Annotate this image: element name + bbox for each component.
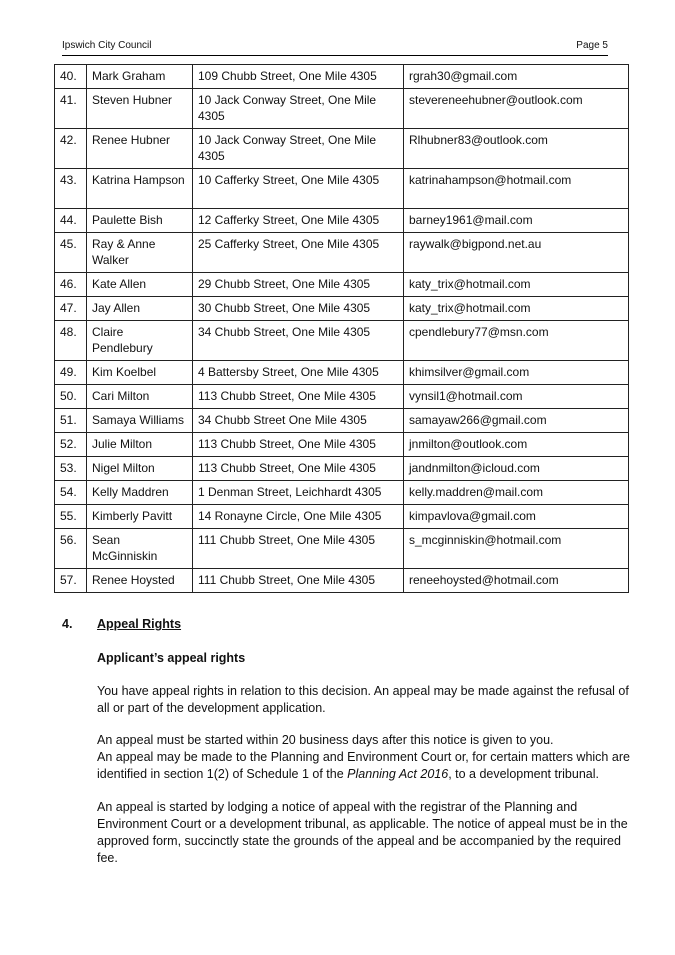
submitter-name: Paulette Bish <box>87 209 193 233</box>
submitter-email: samayaw266@gmail.com <box>404 409 629 433</box>
submitter-name: Kelly Maddren <box>87 481 193 505</box>
table-row <box>55 529 629 569</box>
submitter-address: 113 Chubb Street, One Mile 4305 <box>193 457 404 481</box>
table-row <box>55 65 629 89</box>
row-number: 52. <box>55 433 87 457</box>
table-row <box>55 89 629 129</box>
submitter-email: stevereneehubner@outlook.com <box>404 89 629 129</box>
row-number: 43. <box>55 169 87 209</box>
row-number: 42. <box>55 129 87 169</box>
submitter-name: Cari Milton <box>87 385 193 409</box>
section-title: Appeal Rights <box>97 617 182 631</box>
submitter-email: raywalk@bigpond.net.au <box>404 233 629 273</box>
submitter-email: katy_trix@hotmail.com <box>404 297 629 321</box>
section-subtitle: Applicant’s appeal rights <box>97 651 246 665</box>
submitter-name: Katrina Hampson <box>87 169 193 209</box>
council-name: Ipswich City Council <box>62 40 152 51</box>
page-number: Page 5 <box>576 40 608 51</box>
submitter-email: kimpavlova@gmail.com <box>404 505 629 529</box>
table-row <box>55 321 629 361</box>
row-number: 53. <box>55 457 87 481</box>
submitter-name: Kimberly Pavitt <box>87 505 193 529</box>
paragraph-appeal-rights: You have appeal rights in relation to this decision. An appeal may be made against the refusal of all or part of the development application. <box>97 684 629 715</box>
row-number: 47. <box>55 297 87 321</box>
submitter-address: 111 Chubb Street, One Mile 4305 <box>193 569 404 593</box>
text-run: , to a development tribunal. <box>448 767 599 781</box>
submitter-address: 109 Chubb Street, One Mile 4305 <box>193 65 404 89</box>
row-number: 50. <box>55 385 87 409</box>
submitter-email: cpendlebury77@msn.com <box>404 321 629 361</box>
row-number: 45. <box>55 233 87 273</box>
submitter-address: 4 Battersby Street, One Mile 4305 <box>193 361 404 385</box>
act-name: Planning Act 2016 <box>347 767 449 781</box>
row-number: 49. <box>55 361 87 385</box>
table-row <box>55 361 629 385</box>
row-number: 54. <box>55 481 87 505</box>
submitter-address: 30 Chubb Street, One Mile 4305 <box>193 297 404 321</box>
table-row <box>55 273 629 297</box>
submitter-name: Renee Hubner <box>87 129 193 169</box>
submitter-email: barney1961@mail.com <box>404 209 629 233</box>
table-row <box>55 129 629 169</box>
submitter-address: 113 Chubb Street, One Mile 4305 <box>193 433 404 457</box>
table-row <box>55 481 629 505</box>
submitter-email: jnmilton@outlook.com <box>404 433 629 457</box>
row-number: 44. <box>55 209 87 233</box>
submitter-email: katy_trix@hotmail.com <box>404 273 629 297</box>
submitter-address: 111 Chubb Street, One Mile 4305 <box>193 529 404 569</box>
table-row <box>55 385 629 409</box>
table-row <box>55 169 629 209</box>
section-heading <box>62 616 637 633</box>
row-number: 55. <box>55 505 87 529</box>
paragraph-appeal-timing <box>97 732 637 783</box>
submitters-table <box>54 64 629 593</box>
page-header <box>62 40 608 56</box>
table-row <box>55 209 629 233</box>
submitter-address: 34 Chubb Street One Mile 4305 <box>193 409 404 433</box>
submitter-name: Sean McGinniskin <box>87 529 193 569</box>
submitter-address: 12 Cafferky Street, One Mile 4305 <box>193 209 404 233</box>
submitter-email: s_mcginniskin@hotmail.com <box>404 529 629 569</box>
submitter-address: 25 Cafferky Street, One Mile 4305 <box>193 233 404 273</box>
table-row <box>55 505 629 529</box>
submitters-table-body <box>55 65 629 593</box>
submitter-name: Samaya Williams <box>87 409 193 433</box>
submitter-address: 14 Ronayne Circle, One Mile 4305 <box>193 505 404 529</box>
paragraph-line: An appeal must be started within 20 business days after this notice is given to you. <box>97 733 554 747</box>
submitter-address: 10 Jack Conway Street, One Mile 4305 <box>193 129 404 169</box>
submitter-email: rgrah30@gmail.com <box>404 65 629 89</box>
table-row <box>55 233 629 273</box>
submitter-name: Claire Pendlebury <box>87 321 193 361</box>
paragraph-appeal-lodging: An appeal is started by lodging a notice of appeal with the registrar of the Planning and Environment Court or a development tribunal, as applicable. The notice of appeal must be in the approved form, succinctly state the grounds of the appeal and be accompanied by the required fee. <box>97 800 628 865</box>
submitter-address: 1 Denman Street, Leichhardt 4305 <box>193 481 404 505</box>
submitter-name: Steven Hubner <box>87 89 193 129</box>
submitter-email: Rlhubner83@outlook.com <box>404 129 629 169</box>
submitter-address: 29 Chubb Street, One Mile 4305 <box>193 273 404 297</box>
paragraph-line <box>97 749 637 783</box>
row-number: 41. <box>55 89 87 129</box>
row-number: 51. <box>55 409 87 433</box>
submitter-email: reneehoysted@hotmail.com <box>404 569 629 593</box>
row-number: 57. <box>55 569 87 593</box>
submitter-email: jandnmilton@icloud.com <box>404 457 629 481</box>
submitter-name: Ray & Anne Walker <box>87 233 193 273</box>
row-number: 56. <box>55 529 87 569</box>
submitter-address: 10 Jack Conway Street, One Mile 4305 <box>193 89 404 129</box>
section-number: 4. <box>62 617 73 631</box>
table-row <box>55 433 629 457</box>
row-number: 48. <box>55 321 87 361</box>
table-row <box>55 409 629 433</box>
submitter-email: katrinahampson@hotmail.com <box>404 169 629 209</box>
submitter-name: Jay Allen <box>87 297 193 321</box>
table-row <box>55 297 629 321</box>
row-number: 40. <box>55 65 87 89</box>
text-run: An appeal may be made to the Planning and Environment Court or, for certain matters which are identified in section 1(2) of Schedule 1 of the <box>97 750 630 781</box>
submitter-email: vynsil1@hotmail.com <box>404 385 629 409</box>
submitter-name: Kim Koelbel <box>87 361 193 385</box>
row-number: 46. <box>55 273 87 297</box>
table-row <box>55 569 629 593</box>
submitter-name: Mark Graham <box>87 65 193 89</box>
submitter-email: khimsilver@gmail.com <box>404 361 629 385</box>
submitter-address: 34 Chubb Street, One Mile 4305 <box>193 321 404 361</box>
submitter-address: 113 Chubb Street, One Mile 4305 <box>193 385 404 409</box>
submitter-name: Renee Hoysted <box>87 569 193 593</box>
submitter-name: Julie Milton <box>87 433 193 457</box>
table-row <box>55 457 629 481</box>
submitter-name: Kate Allen <box>87 273 193 297</box>
submitter-address: 10 Cafferky Street, One Mile 4305 <box>193 169 404 209</box>
submitter-name: Nigel Milton <box>87 457 193 481</box>
submitter-email: kelly.maddren@mail.com <box>404 481 629 505</box>
